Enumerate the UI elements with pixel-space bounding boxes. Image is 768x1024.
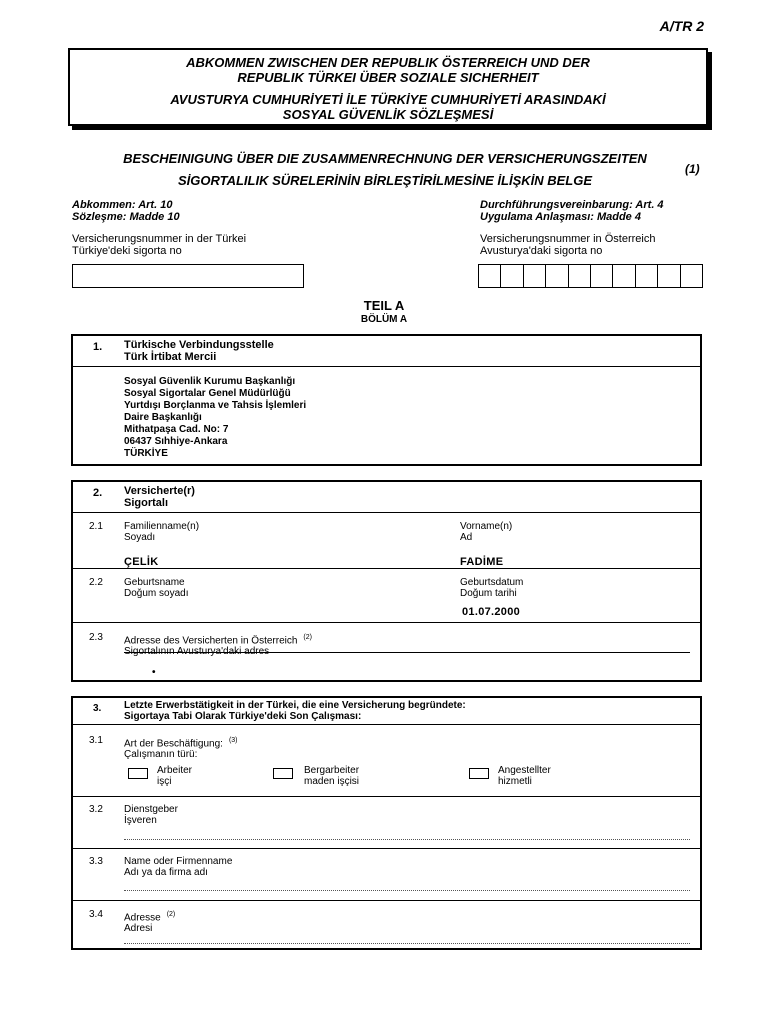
turkey-label-tr: Türkiye'deki sigorta no xyxy=(72,245,182,257)
ref-right-line1: Durchführungsvereinbarung: Art. 4 xyxy=(480,199,664,211)
row-2-2-divider xyxy=(73,568,700,569)
birth-date-label-de: Geburtsdatum xyxy=(460,577,524,588)
ref-agreement-right xyxy=(480,199,664,223)
birth-date-label-tr: Doğum tarihi xyxy=(460,588,517,599)
form-code: A/TR 2 xyxy=(659,18,704,34)
section-1-header xyxy=(73,336,700,367)
subtitle xyxy=(70,148,700,192)
address-austria-label-tr: Sigortalının Avusturya'daki adres xyxy=(124,646,270,658)
birth-name-label-tr: Doğum soyadı xyxy=(124,588,189,599)
section-3-number: 3. xyxy=(93,703,102,714)
address-line: Sosyal Sigortalar Genel Müdürlüğü xyxy=(124,388,291,399)
employer-address-input-line[interactable] xyxy=(124,943,690,944)
row-2-3-divider xyxy=(73,622,700,623)
employer-label xyxy=(124,804,178,826)
employment-type-label-de: Art der Beschäftigung: xyxy=(124,738,223,750)
address-austria-value[interactable]: • xyxy=(152,667,156,678)
surname-label-tr: Soyadı xyxy=(124,532,156,543)
surname-label-de: Familienname(n) xyxy=(124,521,200,532)
insurance-number-austria-field[interactable] xyxy=(478,264,703,288)
subtitle-line2: SİGORTALILIK SÜRELERİNİN BİRLEŞTİRİLMESİNE İLİŞKİN BELGE xyxy=(177,173,593,188)
employer-address-footnote: (2) xyxy=(166,911,176,918)
birth-date-label xyxy=(460,577,523,599)
checkbox-miner[interactable] xyxy=(273,768,293,779)
option-miner-tr: maden işçisi xyxy=(304,776,360,787)
address-austria-label-de: Adresse des Versicherten in Österreich xyxy=(124,635,298,647)
address-austria-label xyxy=(124,632,312,657)
ref-left-line2: Sözleşme: Madde 10 xyxy=(72,211,180,223)
first-name-value[interactable]: FADİME xyxy=(460,556,504,568)
company-name-input-line[interactable] xyxy=(124,890,690,891)
employer-input-line[interactable] xyxy=(124,839,690,840)
address-line: 06437 Sıhhiye-Ankara xyxy=(124,436,228,447)
option-worker-label xyxy=(157,765,192,787)
row-2-3-number: 2.3 xyxy=(89,632,103,643)
option-miner-de: Bergarbeiter xyxy=(304,765,360,776)
section-1 xyxy=(71,334,702,466)
surname-value[interactable]: ÇELİK xyxy=(124,556,159,568)
title-box xyxy=(68,48,708,126)
section-2 xyxy=(71,480,702,682)
section-1-title-tr: Türk İrtibat Mercii xyxy=(124,351,217,363)
section-3-title-de: Letzte Erwerbstätigkeit in der Türkei, die eine Versicherung begründete: xyxy=(124,700,466,711)
option-employee-de: Angestellter xyxy=(498,765,551,776)
austria-label-tr: Avusturya'daki sigorta no xyxy=(480,245,603,257)
company-name-label-tr: Adı ya da firma adı xyxy=(124,867,208,878)
employment-type-label-tr: Çalışmanın türü: xyxy=(124,749,198,761)
austria-label-de: Versicherungsnummer in Österreich xyxy=(480,233,656,245)
section-2-title-tr: Sigortalı xyxy=(124,497,169,509)
section-3-title-tr: Sigortaya Tabi Olarak Türkiye'deki Son Çalışması: xyxy=(124,711,362,722)
birth-date-value[interactable]: 01.07.2000 xyxy=(462,606,521,618)
option-employee-tr: hizmetli xyxy=(498,776,532,787)
first-name-label-de: Vorname(n) xyxy=(460,521,513,532)
address-line: TÜRKİYE xyxy=(124,448,168,459)
address-line: Daire Başkanlığı xyxy=(124,412,202,423)
row-2-2-number: 2.2 xyxy=(89,577,103,588)
section-2-title-de: Versicherte(r) xyxy=(124,485,195,497)
row-3-2-divider xyxy=(73,796,700,797)
surname-label xyxy=(124,521,199,543)
row-3-1-number: 3.1 xyxy=(89,735,103,746)
subtitle-line1: BESCHEINIGUNG ÜBER DIE ZUSAMMENRECHNUNG DER VERSICHERUNGSZEITEN xyxy=(123,151,647,166)
title-line2: REPUBLIK TÜRKEI ÜBER SOZIALE SICHERHEIT xyxy=(237,70,539,85)
checkbox-worker[interactable] xyxy=(128,768,148,779)
part-title-de: TEIL A xyxy=(363,298,405,313)
address-line: Sosyal Güvenlik Kurumu Başkanlığı xyxy=(124,376,296,387)
insurance-number-turkey-label xyxy=(72,233,246,257)
employment-type-label xyxy=(124,735,238,760)
insurance-number-austria-label xyxy=(480,233,655,257)
ref-left-line1: Abkommen: Art. 10 xyxy=(72,199,173,211)
first-name-label-tr: Ad xyxy=(460,532,473,543)
employment-type-footnote: (3) xyxy=(228,737,238,744)
section-1-title-de: Türkische Verbindungsstelle xyxy=(124,339,274,351)
employer-address-label-de: Adresse xyxy=(124,912,161,924)
employer-label-tr: İşveren xyxy=(124,815,157,826)
insurance-number-turkey-field[interactable] xyxy=(72,264,304,288)
row-3-3-number: 3.3 xyxy=(89,856,103,867)
option-miner-label xyxy=(304,765,359,787)
turkey-label-de: Versicherungsnummer in der Türkei xyxy=(72,233,247,245)
title-line1: ABKOMMEN ZWISCHEN DER REPUBLIK ÖSTERREICH UND DER xyxy=(186,55,590,70)
address-underline xyxy=(124,652,690,653)
employer-address-label-tr: Adresi xyxy=(124,923,153,935)
section-2-header xyxy=(73,482,700,513)
birth-name-label-de: Geburtsname xyxy=(124,577,185,588)
section-3-header xyxy=(73,698,700,725)
row-3-4-divider xyxy=(73,900,700,901)
section-3 xyxy=(71,696,702,950)
company-name-label-de: Name oder Firmenname xyxy=(124,856,233,867)
row-3-4-number: 3.4 xyxy=(89,909,103,920)
subtitle-footnote: (1) xyxy=(685,162,700,176)
address-line: Mithatpaşa Cad. No: 7 xyxy=(124,424,229,435)
option-worker-tr: işçi xyxy=(157,776,172,787)
company-name-label xyxy=(124,856,232,878)
row-2-1-number: 2.1 xyxy=(89,521,103,532)
title-line3: AVUSTURYA CUMHURİYETİ İLE TÜRKİYE CUMHURİYETİ ARASINDAKİ xyxy=(170,92,606,107)
section-1-number: 1. xyxy=(93,341,103,353)
option-worker-de: Arbeiter xyxy=(157,765,193,776)
row-3-3-divider xyxy=(73,848,700,849)
address-austria-footnote: (2) xyxy=(303,634,312,641)
section-2-number: 2. xyxy=(93,487,103,499)
employer-address-label xyxy=(124,909,175,934)
checkbox-employee[interactable] xyxy=(469,768,489,779)
part-title-tr: BÖLÜM A xyxy=(360,314,408,325)
ref-agreement-left xyxy=(72,199,180,223)
ref-right-line2: Uygulama Anlaşması: Madde 4 xyxy=(480,211,641,223)
first-name-label xyxy=(460,521,512,543)
title-line4: SOSYAL GÜVENLİK SÖZLEŞMESİ xyxy=(282,107,494,122)
address-line: Yurtdışı Borçlanma ve Tahsis İşlemleri xyxy=(124,400,307,411)
row-3-2-number: 3.2 xyxy=(89,804,103,815)
option-employee-label xyxy=(498,765,551,787)
employer-label-de: Dienstgeber xyxy=(124,804,178,815)
liaison-address xyxy=(124,376,306,460)
birth-name-label xyxy=(124,577,188,599)
